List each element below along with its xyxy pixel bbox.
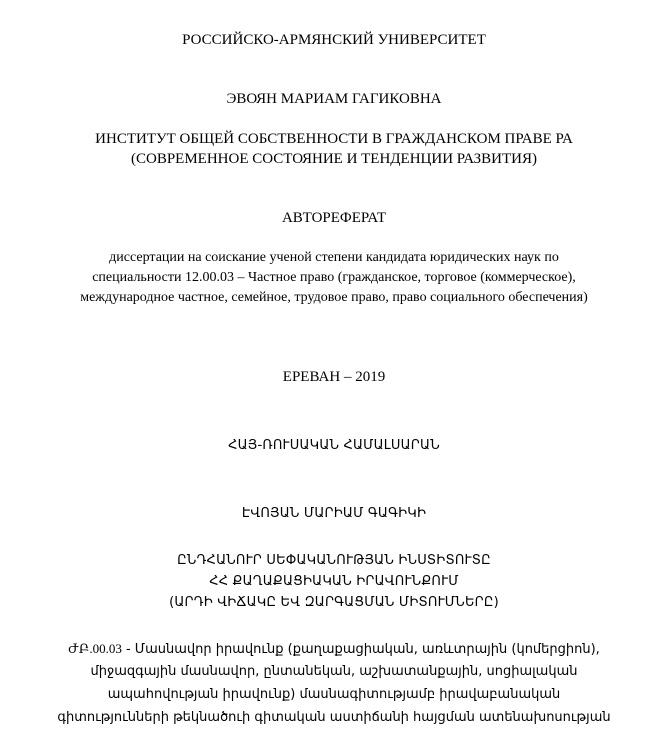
university-name-am: ՀԱՅ-ՌՈՒՍԱԿԱՆ ՀԱՄԱԼՍԱՐԱՆ (228, 438, 440, 453)
dissertation-title-am-line2: ՀՀ ՔԱՂԱՔԱՑԻԱԿԱՆ ԻՐԱՎՈՒՆՔՈՒՄ (209, 574, 459, 589)
description-am-line4: գիտությունների թեկնածուի գիտական աստիճանի հայցման ատենախոսության (57, 710, 611, 725)
author-name-ru: ЭВОЯН МАРИАМ ГАГИКОВНА (226, 91, 442, 107)
university-name-ru: РОССИЙСКО-АРМЯНСКИЙ УНИВЕРСИТЕТ (182, 32, 486, 48)
dissertation-title-am-line1: ԸՆԴՀԱՆՈՒՐ ՍԵՓԱԿԱՆՈՒԹՅԱՆ ԻՆՍՏԻՏՈՒՏԸ (177, 553, 491, 568)
description-ru-line3: международное частное, семейное, трудовое право, право социального обеспечения) (80, 290, 588, 305)
specialty-code-am: ԺԲ.00.03 (68, 641, 122, 656)
dissertation-title-ru-line2: (СОВРЕМЕННОЕ СОСТОЯНИЕ И ТЕНДЕНЦИИ РАЗВИТИЯ) (130, 151, 538, 167)
description-am-line2: միջազգային մասնավոր, ընտանեկան, աշխատանքային, սոցիալական (90, 664, 578, 679)
description-ru-line1: диссертации на соискание ученой степени кандидата юридических наук по (109, 250, 559, 265)
dissertation-title-ru-line1: ИНСТИТУТ ОБЩЕЙ СОБСТВЕННОСТИ В ГРАЖДАНСКОМ ПРАВЕ РА (95, 131, 573, 147)
description-am-line1 (0, 639, 668, 660)
document-type-ru: АВТОРЕФЕРАТ (281, 210, 387, 226)
description-ru-line2: специальности 12.00.03 – Частное право (гражданское, торговое (коммерческое), (92, 270, 576, 285)
description-am-line3: ապահովության իրավունք) մասնագիտությամբ իրավաբանական (107, 687, 561, 702)
author-name-am: ԷՎՈՅԱՆ ՄԱՐԻԱՄ ԳԱԳԻԿԻ (241, 506, 427, 521)
dissertation-title-am-line3: (ԱՐԴԻ ՎԻՃԱԿԸ ԵՎ ԶԱՐԳԱՑՄԱՆ ՄԻՏՈՒՄՆԵՐԸ) (169, 595, 499, 610)
city-year-ru: ЕРЕВАН – 2019 (282, 369, 386, 385)
description-am-line1-text: - Մասնավոր իրավունք (քաղաքացիական, առևտրային (կոմերցիոն), (121, 642, 600, 657)
